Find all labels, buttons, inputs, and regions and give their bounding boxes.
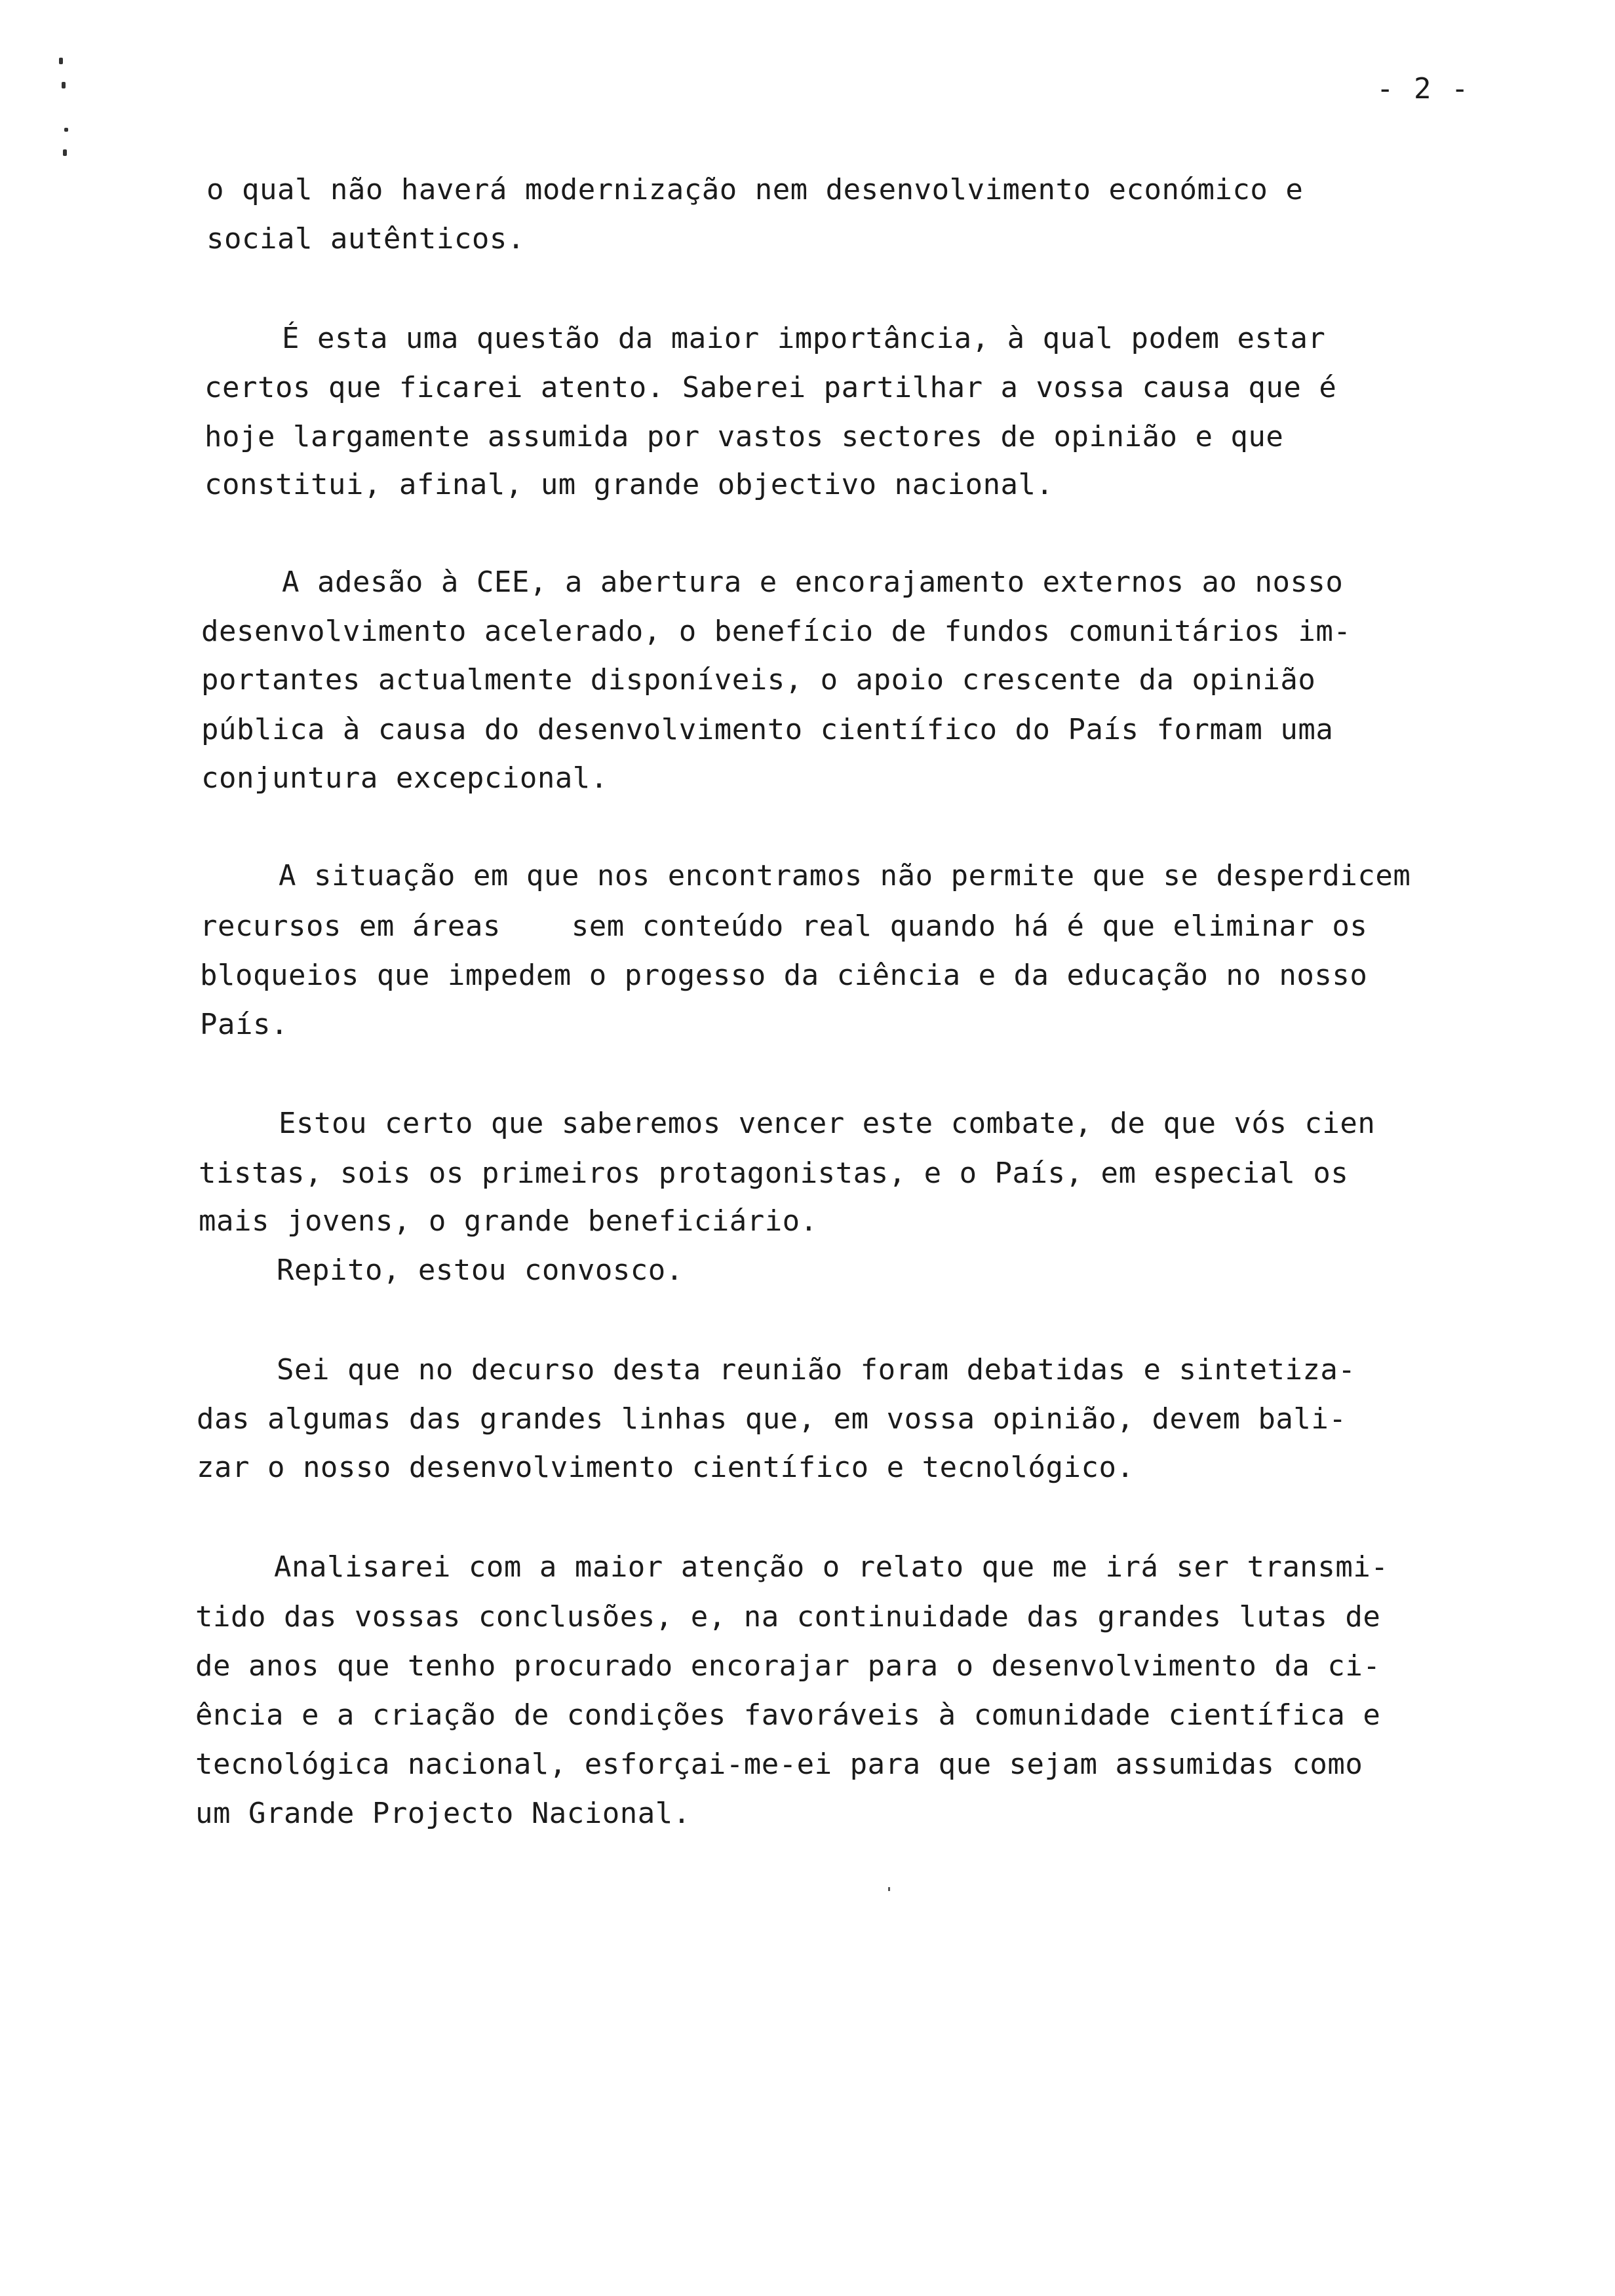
text-line: um Grande Projecto Nacional.	[195, 1797, 691, 1830]
text-line: constitui, afinal, um grande objectivo nacional.	[204, 468, 1054, 501]
text-line: Sei que no decurso desta reunião foram debatidas e sintetiza-	[277, 1353, 1356, 1387]
margin-mark	[64, 128, 68, 132]
text-line: Analisarei com a maior atenção o relato que me irá ser transmi-	[274, 1550, 1389, 1584]
text-line: desenvolvimento acelerado, o benefício de fundos comunitários im-	[201, 615, 1352, 648]
text-line: A situação em que nos encontramos não permite que se desperdicem	[279, 859, 1411, 892]
text-line: Estou certo que saberemos vencer este combate, de que vós cien	[279, 1107, 1376, 1140]
text-line: certos que ficarei atento. Saberei partilhar a vossa causa que é	[204, 371, 1337, 404]
text-line: tido das vossas conclusões, e, na continuidade das grandes lutas de	[195, 1600, 1381, 1634]
text-line: pública à causa do desenvolvimento científico do País formam uma	[201, 713, 1334, 746]
text-line: ência e a criação de condições favoráveis à comunidade científica e	[195, 1698, 1381, 1732]
text-line: portantes actualmente disponíveis, o apoio crescente da opinião	[201, 663, 1316, 697]
margin-mark	[63, 149, 67, 156]
text-line: tistas, sois os primeiros protagonistas, e o País, em especial os	[199, 1157, 1349, 1190]
scan-speck	[888, 1887, 890, 1891]
text-line: A adesão à CEE, a abertura e encorajamento externos ao nosso	[282, 565, 1344, 599]
text-line: o qual não haverá modernização nem desenvolvimento económico e	[206, 173, 1304, 206]
text-line: social autênticos.	[206, 222, 525, 256]
page-number: - 2 -	[1376, 72, 1470, 105]
margin-mark	[59, 58, 63, 64]
text-line: recursos em áreas sem conteúdo real quando há é que eliminar os	[200, 909, 1368, 943]
text-line: Repito, estou convosco.	[277, 1253, 684, 1287]
text-line: tecnológica nacional, esforçai-me-ei para que sejam assumidas como	[195, 1748, 1363, 1781]
text-line: hoje largamente assumida por vastos sectores de opinião e que	[204, 420, 1284, 453]
text-line: bloqueios que impedem o progesso da ciência e da educação no nosso	[200, 959, 1368, 992]
text-line: País.	[200, 1008, 288, 1041]
text-line: das algumas das grandes linhas que, em vossa opinião, devem bali-	[197, 1402, 1347, 1436]
margin-mark	[62, 82, 66, 88]
text-line: conjuntura excepcional.	[201, 761, 608, 795]
text-line: de anos que tenho procurado encorajar para o desenvolvimento da ci-	[195, 1649, 1381, 1683]
text-line: zar o nosso desenvolvimento científico e tecnológico.	[197, 1451, 1135, 1484]
text-line: mais jovens, o grande beneficiário.	[199, 1204, 818, 1238]
text-line: É esta uma questão da maior importância, à qual podem estar	[282, 322, 1326, 355]
